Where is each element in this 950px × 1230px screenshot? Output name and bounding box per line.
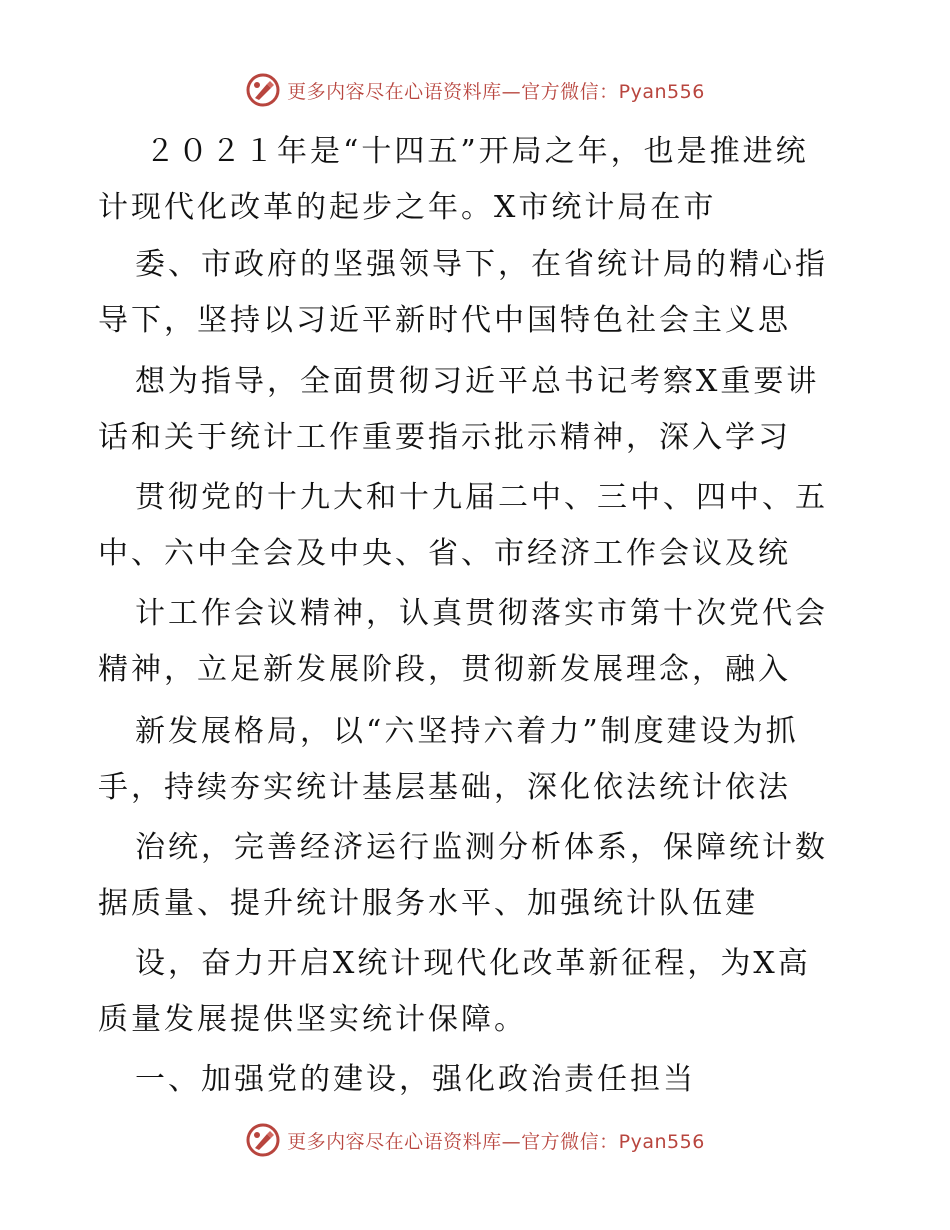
pen-logo-icon — [245, 72, 281, 108]
watermark-text: 更多内容尽在心语资料库—官方微信：Pyan556 — [287, 1130, 705, 1153]
text-line-4: 导下，坚持以习近平新时代中国特色社会主义思 — [98, 303, 791, 338]
text-line-3: 委、市政府的坚强领导下，在省统计局的精心指 — [135, 247, 828, 282]
pen-logo-icon — [245, 1122, 281, 1158]
text-line-5: 想为指导，全面贯彻习近平总书记考察X重要讲 — [135, 364, 820, 399]
text-line-2: 计现代化改革的起步之年。X市统计局在市 — [98, 190, 717, 225]
text-line-12: 手，持续夯实统计基层基础，深化依法统计依法 — [98, 770, 791, 805]
text-line-10: 精神，立足新发展阶段，贯彻新发展理念，融入 — [98, 652, 791, 687]
watermark-text: 更多内容尽在心语资料库—官方微信：Pyan556 — [287, 80, 705, 103]
section-heading-1: 一、加强党的建设，强化政治责任担当 — [135, 1062, 696, 1097]
text-line-11: 新发展格局，以“六坚持六着力”制度建设为抓 — [135, 714, 799, 749]
text-line-14: 据质量、提升统计服务水平、加强统计队伍建 — [98, 886, 758, 921]
watermark-footer — [0, 1120, 950, 1160]
text-line-13: 治统，完善经济运行监测分析体系，保障统计数 — [135, 830, 828, 865]
text-line-7: 贯彻党的十九大和十九届二中、三中、四中、五 — [135, 480, 828, 515]
text-line-1: ２０２１年是“十四五”开局之年，也是推进统 — [145, 134, 809, 169]
text-line-15: 设，奋力开启X统计现代化改革新征程，为X高 — [135, 946, 811, 981]
watermark-header — [0, 70, 950, 110]
text-line-8: 中、六中全会及中央、省、市经济工作会议及统 — [98, 536, 791, 571]
text-line-6: 话和关于统计工作重要指示批示精神，深入学习 — [98, 420, 791, 455]
text-line-9: 计工作会议精神，认真贯彻落实市第十次党代会 — [135, 596, 828, 631]
text-line-16: 质量发展提供坚实统计保障。 — [98, 1002, 527, 1037]
